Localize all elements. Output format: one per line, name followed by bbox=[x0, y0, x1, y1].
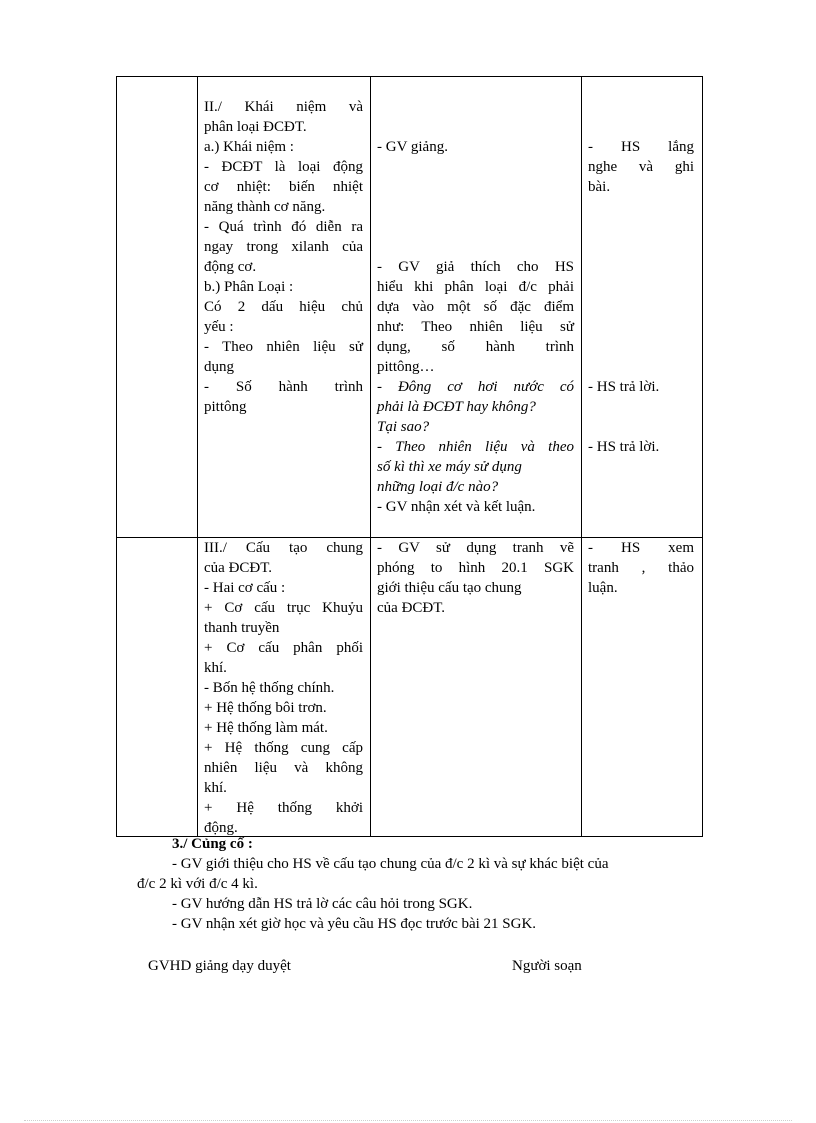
student-line: luận. bbox=[588, 580, 618, 596]
teacher-line: - GV nhận xét và kết luận. bbox=[377, 499, 536, 515]
student-line: bài. bbox=[588, 179, 611, 195]
content-line: nhiên liệu và không bbox=[204, 760, 363, 776]
student-activity-cell bbox=[582, 77, 703, 538]
student-line: - HS xem bbox=[588, 540, 694, 556]
content-cell bbox=[198, 77, 371, 538]
student-line: - HS trả lời. bbox=[588, 379, 660, 395]
teacher-line: - GV sử dụng tranh vẽ bbox=[377, 540, 574, 556]
content-line: III./ Cấu tạo chung bbox=[204, 540, 363, 556]
content-line: - ĐCĐT là loại động bbox=[204, 159, 363, 175]
content-line: a.) Khái niệm : bbox=[204, 139, 294, 155]
teacher-line: - GV giả thích cho HS bbox=[377, 259, 574, 275]
content-line: thanh truyền bbox=[204, 620, 280, 636]
content-line: + Hệ thống cung cấp bbox=[204, 740, 363, 756]
content-line: pittông bbox=[204, 399, 247, 415]
content-line: ngay trong xilanh của bbox=[204, 239, 363, 255]
content-line: - Hai cơ cấu : bbox=[204, 580, 286, 596]
content-line: yếu : bbox=[204, 319, 234, 335]
content-line: b.) Phân Loại : bbox=[204, 279, 294, 295]
teacher-line: phóng to hình 20.1 SGK bbox=[377, 560, 574, 576]
content-line: + Cơ cấu trục Khuỷu bbox=[204, 600, 363, 616]
content-line: dụng bbox=[204, 359, 234, 375]
time-cell bbox=[117, 538, 198, 837]
signature-author: Người soạn bbox=[512, 958, 582, 974]
content-line: khí. bbox=[204, 780, 227, 796]
teacher-line: như: Theo nhiên liệu sử bbox=[377, 319, 574, 335]
student-line: tranh , thảo bbox=[588, 560, 694, 576]
teacher-line: của ĐCĐT. bbox=[377, 600, 446, 616]
teacher-activity-cell bbox=[371, 538, 582, 837]
signature-approver: GVHD giảng dạy duyệt bbox=[148, 958, 291, 974]
content-line: - Quá trình đó diễn ra bbox=[204, 219, 363, 235]
content-line: - Bốn hệ thống chính. bbox=[204, 680, 335, 696]
consolidation-line: - GV hướng dẫn HS trả lờ các câu hỏi trong SGK. bbox=[172, 896, 473, 912]
content-line: II./ Khái niệm và bbox=[204, 99, 363, 115]
content-line: khí. bbox=[204, 660, 227, 676]
consolidation-line: - GV giới thiệu cho HS về cấu tạo chung của đ/c 2 kì và sự khác biệt của bbox=[172, 856, 609, 872]
content-line: động. bbox=[204, 820, 238, 836]
student-line: nghe và ghi bbox=[588, 159, 694, 175]
consolidation-line: - GV nhận xét giờ học và yêu cầu HS đọc trước bài 21 SGK. bbox=[172, 916, 537, 932]
content-line: + Cơ cấu phân phối bbox=[204, 640, 363, 656]
content-line: của ĐCĐT. bbox=[204, 560, 273, 576]
teacher-line: hiểu khi phân loại đ/c phải bbox=[377, 279, 574, 295]
student-activity-cell bbox=[582, 538, 703, 837]
content-cell bbox=[198, 538, 371, 837]
content-line: động cơ. bbox=[204, 259, 257, 275]
content-line: năng thành cơ năng. bbox=[204, 199, 326, 215]
teacher-activity-cell bbox=[371, 77, 582, 538]
teacher-line: dụng, số hành trình bbox=[377, 339, 574, 355]
content-line: Có 2 dấu hiệu chủ bbox=[204, 299, 363, 315]
teacher-question-line: Tại sao? bbox=[377, 419, 430, 435]
teacher-question-line: những loại đ/c nào? bbox=[377, 479, 499, 495]
lesson-table bbox=[116, 76, 703, 837]
content-line: - Theo nhiên liệu sử bbox=[204, 339, 363, 355]
student-line: - HS lắng bbox=[588, 139, 694, 155]
teacher-line: - GV giảng. bbox=[377, 139, 448, 155]
teacher-question-line: - Đông cơ hơi nước có bbox=[377, 379, 574, 395]
consolidation-heading: 3./ Củng cố : bbox=[172, 836, 253, 852]
teacher-line: pittông… bbox=[377, 359, 435, 375]
teacher-question-line: phải là ĐCĐT hay không? bbox=[377, 399, 536, 415]
student-line: - HS trả lời. bbox=[588, 439, 660, 455]
content-line: + Hệ thống bôi trơn. bbox=[204, 700, 327, 716]
table-row bbox=[117, 77, 703, 538]
content-line: + Hệ thống khởi bbox=[204, 800, 363, 816]
content-line: phân loại ĐCĐT. bbox=[204, 119, 307, 135]
page-bottom-rule bbox=[24, 1120, 792, 1121]
content-line: cơ nhiệt: biến nhiệt bbox=[204, 179, 363, 195]
content-line: + Hệ thống làm mát. bbox=[204, 720, 328, 736]
teacher-question-line: số kì thì xe máy sử dụng bbox=[377, 459, 522, 475]
consolidation-line: đ/c 2 kì với đ/c 4 kì. bbox=[137, 876, 258, 892]
time-cell bbox=[117, 77, 198, 538]
teacher-question-line: - Theo nhiên liệu và theo bbox=[377, 439, 574, 455]
teacher-line: dựa vào một số đặc điểm bbox=[377, 299, 574, 315]
teacher-line: giới thiệu cấu tạo chung bbox=[377, 580, 522, 596]
content-line: - Số hành trình bbox=[204, 379, 363, 395]
table-row bbox=[117, 538, 703, 837]
